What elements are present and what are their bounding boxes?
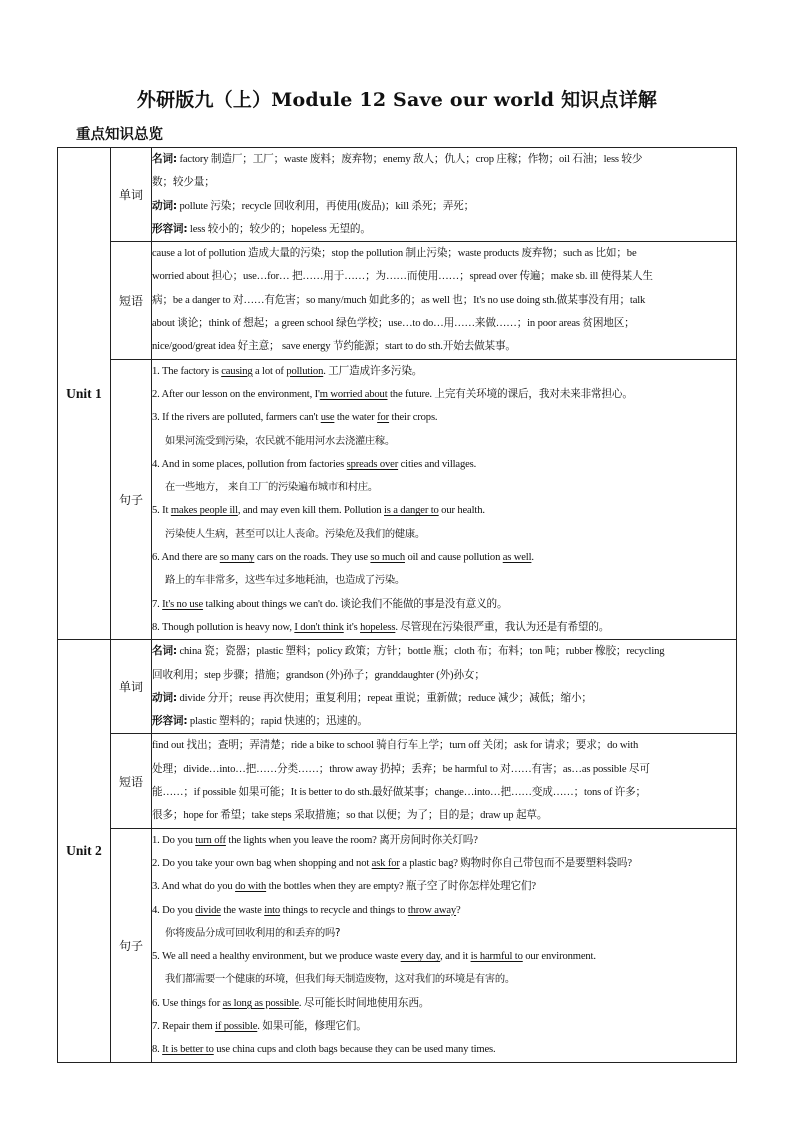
pos-label: 名词: [152,153,177,165]
section-content [152,148,737,242]
content-line: 如果河流受到污染，农民就不能用河水去浇灌庄稼。 [165,434,395,447]
key-phrase: turn off [195,834,226,846]
content-line: 7. It's no use talking about things we can't do. 谈论我们不能做的事是没有意义的。 [152,598,508,610]
key-phrase: for [377,412,390,424]
key-phrase: do with [235,881,267,893]
content-line: 你将废品分成可回收利用的和丢弃的吗? [165,926,341,939]
content-line: 在一些地方， 来自工厂的污染遍布城市和村庄。 [165,481,378,494]
table-row [58,734,737,828]
content-line: 1. The factory is causing a lot of pollution. 工厂造成许多污染。 [152,365,423,377]
table-row [58,148,737,242]
content-line: 8. Though pollution is heavy now, I don't think it's hopeless. 尽管现在污染很严重，我认为还是有希望的。 [152,621,610,633]
content-line: 3. And what do you do with the bottles when they are empty? 瓶子空了时你怎样处理它们? [152,881,536,893]
content-line: 很多；hope for 希望；take steps 采取措施；so that 以便；为了；目的是；draw up 起草。 [152,810,548,822]
content-line: cause a lot of pollution 造成大量的污染；stop the pollution 制止污染；waste products 废弃物；such as 比如；be [152,248,637,260]
content-line: 3. If the rivers are polluted, farmers can't use the water for their crops. [152,412,438,424]
key-phrase: as well [502,552,532,564]
key-phrase: makes people ill [170,505,238,517]
key-phrase: so much [370,552,405,564]
content-line: 回收利用；step 步骤；措施；grandson (外)孙子；granddaughter (外)孙女； [152,669,485,681]
content-line: 污染使人生病，甚至可以让人丧命。污染危及我们的健康。 [165,527,425,540]
content-line: about 谈论；think of 想起；a green school 绿色学校；use…to do…用……来做……；in poor areas 贫困地区； [152,318,635,330]
unit-label: Unit 2 [58,640,111,1062]
content-line: 8. It is better to use china cups and cloth bags because they can be used many times. [152,1044,496,1056]
page-title: 外研版九（上）Module 12 Save our world 知识点详解 [136,89,658,111]
table-row [58,828,737,1062]
pos-label: 形容词: [152,222,188,235]
content-line: 2. Do you take your own bag when shopping and not ask for a plastic bag? 购物时你自己带包而不是要塑料袋吗? [152,857,632,869]
category-label: 句子 [111,359,152,640]
key-phrase: every day [400,951,441,963]
category-label: 短语 [111,242,152,359]
key-phrase: causing [221,365,253,377]
content-line: 形容词: less 较小的；较少的；hopeless 无望的。 [152,222,371,235]
key-phrase: divide [195,904,221,916]
content-line: 名词: factory 制造厂；工厂；waste 废料；废弃物；enemy 敌人；仇人；crop 庄稼；作物；oil 石油；less 较少 [152,153,643,165]
content-line: 病；be a danger to 对……有危害；so many/much 如此多的；as well 也；It's no use doing sth.做某事没有用；talk [152,294,646,306]
table-row [58,359,737,640]
content-line: find out 找出；查明；弄清楚；ride a bike to school 骑自行车上学；turn off 关闭；ask for 请求；要求；do with [152,740,639,752]
key-phrase: It's no use [162,598,204,610]
content-line: nice/good/great idea 好主意； save energy 节约能源；start to do sth.开始去做某事。 [152,341,516,353]
section-content [152,734,737,828]
key-phrase: throw away [407,904,457,916]
pos-label: 形容词: [152,715,188,728]
key-phrase: It is better to [162,1044,214,1056]
key-phrase: as long as possible [222,997,299,1009]
category-label: 短语 [111,734,152,828]
section-content [152,640,737,734]
section-content [152,242,737,359]
content-line: 数；较少量； [152,177,215,189]
content-line: 动词: divide 分开；reuse 再次使用；重复利用；repeat 重说；重新做；reduce 减少；减低；缩小； [152,691,592,704]
key-phrase: if possible [215,1020,258,1032]
section-content [152,828,737,1062]
content-line: 4. Do you divide the waste into things to recycle and things to throw away? [152,904,461,916]
key-phrase: is harmful to [470,951,523,963]
content-line: 5. It makes people ill, and may even kill them. Pollution is a danger to our health. [152,505,485,517]
content-line: 形容词: plastic 塑料的；rapid 快速的；迅速的。 [152,715,368,728]
key-phrase: pollution [286,365,324,377]
content-line: 5. We all need a healthy environment, but we produce waste every day, and it is harmful to our environment. [152,951,596,963]
key-phrase: I don't think [294,621,344,633]
content-line: worried about 担心；use…for… 把……用于……；为……而使用……；spread over 传遍；make sb. ill 使得某人生 [152,271,653,283]
content-line: 我们都需要一个健康的环境，但我们每天制造废物，这对我们的环境是有害的。 [165,973,515,986]
content-line: 路上的车非常多，这些车过多地耗油，也造成了污染。 [165,574,405,587]
table-row [58,640,737,734]
pos-label: 动词: [152,199,177,212]
table-row [58,242,737,359]
section-content [152,359,737,640]
knowledge-table [57,147,737,1063]
key-phrase: use [320,412,335,424]
content-line: 7. Repair them if possible. 如果可能，修理它们。 [152,1020,367,1032]
key-phrase: so many [219,552,255,564]
key-phrase: m worried about [319,388,388,400]
content-line: 6. And there are so many cars on the roads. They use so much oil and cause pollution as well. [152,552,534,564]
category-label: 单词 [111,640,152,734]
content-line: 名词: china 瓷；瓷器；plastic 塑料；policy 政策；方针；bottle 瓶；cloth 布；布料；ton 吨；rubber 橡胶；recycling [152,645,665,658]
key-phrase: spreads over [346,458,399,470]
content-line: 4. And in some places, pollution from factories spreads over cities and villages. [152,458,477,470]
key-phrase: hopeless [360,621,396,633]
content-line: 动词: pollute 污染；recycle 回收利用，再使用(废品)；kill 杀死；弄死； [152,199,475,212]
content-line: 能……；if possible 如果可能；It is better to do sth.最好做某事；change…into…把……变成……；tons of 许多； [152,787,646,799]
unit-label: Unit 1 [58,148,111,640]
pos-label: 名词: [152,645,177,658]
key-phrase: into [264,904,281,916]
content-line: 1. Do you turn off the lights when you leave the room? 离开房间时你关灯吗? [152,834,478,846]
content-line: 处理；divide…into…把……分类……；throw away 扔掉；丢弃；be harmful to 对……有害；as…as possible 尽可 [152,763,650,775]
category-label: 句子 [111,828,152,1062]
content-line: 2. After our lesson on the environment, I'm worried about the future. 上完有关环境的课后，我对未来非常担心。 [152,388,633,400]
key-phrase: ask for [371,857,400,869]
pos-label: 动词: [152,691,177,704]
overview-heading: 重点知识总览 [76,126,163,143]
content-line: 6. Use things for as long as possible. 尽可能长时间地使用东西。 [152,997,430,1009]
key-phrase: is a danger to [384,505,439,517]
category-label: 单词 [111,148,152,242]
